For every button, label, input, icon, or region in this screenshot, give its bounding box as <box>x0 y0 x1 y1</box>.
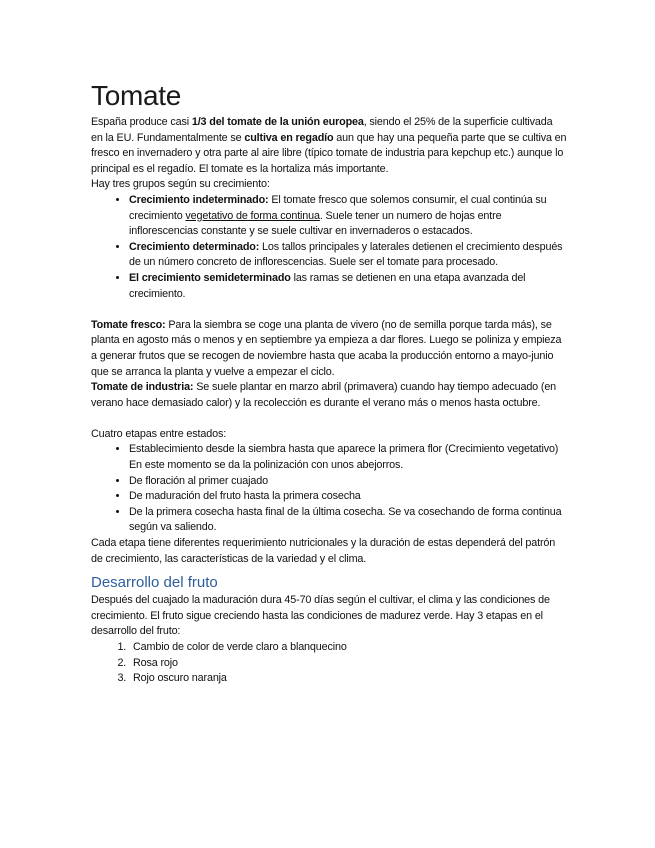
spacer <box>91 411 567 427</box>
etapas-list <box>91 442 567 536</box>
group-text: El tomate fresco que solemos consumir, el cual continúa su crecimiento <box>129 193 547 222</box>
intro-text-1: España produce casi <box>91 116 192 128</box>
industria-term: Tomate de industria: <box>91 381 194 394</box>
fruit-paragraph: Después del cuajado la maduración dura 45-70 días según el cultivar, el clima y las condiciones de crecimiento. El fruto sigue creciendo hasta las condiciones de madurez verde. Hay 3 etapas en el desarrollo del fruto: <box>91 594 550 638</box>
group-term: El crecimiento semideterminado <box>129 271 291 284</box>
spacer <box>91 302 567 318</box>
intro-text-3: aun que hay una pequeña parte que se cultiva en fresco en invernadero y otra parte al aire libre (típico tomate de industria para kepchup etc.) aunque lo principal es el regadío. El tomate es la hortaliza más importante. <box>91 131 567 175</box>
group-term: Crecimiento indeterminado: <box>129 193 269 206</box>
intro-text-2: , siendo el 25% de la superficie cultivada en la EU. Fundamentalmente se <box>91 116 553 144</box>
industria-paragraph <box>91 380 567 411</box>
fruit-steps-list <box>91 640 567 687</box>
list-item <box>129 271 567 302</box>
list-item: • De la primera cosecha hasta final de la última cosecha. Se va cosechando de forma continua según va saliendo. <box>129 505 567 536</box>
group-term: Crecimiento determinado: <box>129 240 260 253</box>
intro-bold-1: 1/3 del tomate de la unión europea <box>191 116 364 128</box>
list-item: 3. Rojo oscuro naranja <box>129 671 567 687</box>
group-underlined: vegetativo de forma continua <box>185 209 320 222</box>
list-item: 2. Rosa rojo <box>129 656 567 672</box>
etapas-outro: Cada etapa tiene diferentes requerimiento nutricionales y la duración de estas dependerá del patrón de crecimiento, las características de la variedad y el clima. <box>91 537 556 565</box>
groups-intro: Hay tres grupos según su crecimiento: <box>91 178 270 191</box>
group-text: Los tallos principales y laterales detienen el crecimiento después de un número concreto de inflorescencias. Suele ser el tomate para procesado. <box>129 240 563 269</box>
list-item <box>129 193 567 240</box>
fresco-paragraph <box>91 318 567 380</box>
list-item: • Establecimiento desde la siembra hasta que aparece la primera flor (Crecimiento vegetativo) En este momento se da la polinización con unos abejorros. <box>129 442 567 473</box>
page-title: Tomate <box>91 80 182 111</box>
list-item <box>129 240 567 271</box>
fresco-term: Tomate fresco: <box>91 318 166 331</box>
intro-paragraph <box>91 115 567 177</box>
list-item: 1. Cambio de color de verde claro a blanquecino <box>129 640 567 656</box>
list-item: • De floración al primer cuajado <box>129 474 567 490</box>
intro-bold-2: cultiva en regadío <box>244 131 334 144</box>
document-page <box>91 80 567 687</box>
groups-list <box>91 193 567 302</box>
section-heading: Desarrollo del fruto <box>91 574 218 592</box>
list-item: • De maduración del fruto hasta la primera cosecha <box>129 489 567 505</box>
group-text: . Suele tener un numero de hojas entre inflorescencias constante y se suele cultivar en invernaderos o estacados. <box>129 209 502 238</box>
group-text: las ramas se detienen en una etapa avanzada del crecimiento. <box>129 271 526 300</box>
etapas-intro: Cuatro etapas entre estados: <box>91 427 227 440</box>
fresco-text: Para la siembra se coge una planta de vivero (no de semilla porque tarda más), se planta en agosto más o menos y en septiembre ya empieza a dar flores. Luego se poliniza y empieza a generar frutos que se recogen de noviembre hasta que acaba la producción entorno a mayo-junio que se arranca la planta y vuelve a empezar el ciclo. <box>91 318 562 378</box>
industria-text: Se suele plantar en marzo abril (primavera) cuando hay tiempo adecuado (en verano hace demasiado calor) y la recolección es durante el verano más o menos hasta octubre. <box>91 381 557 409</box>
